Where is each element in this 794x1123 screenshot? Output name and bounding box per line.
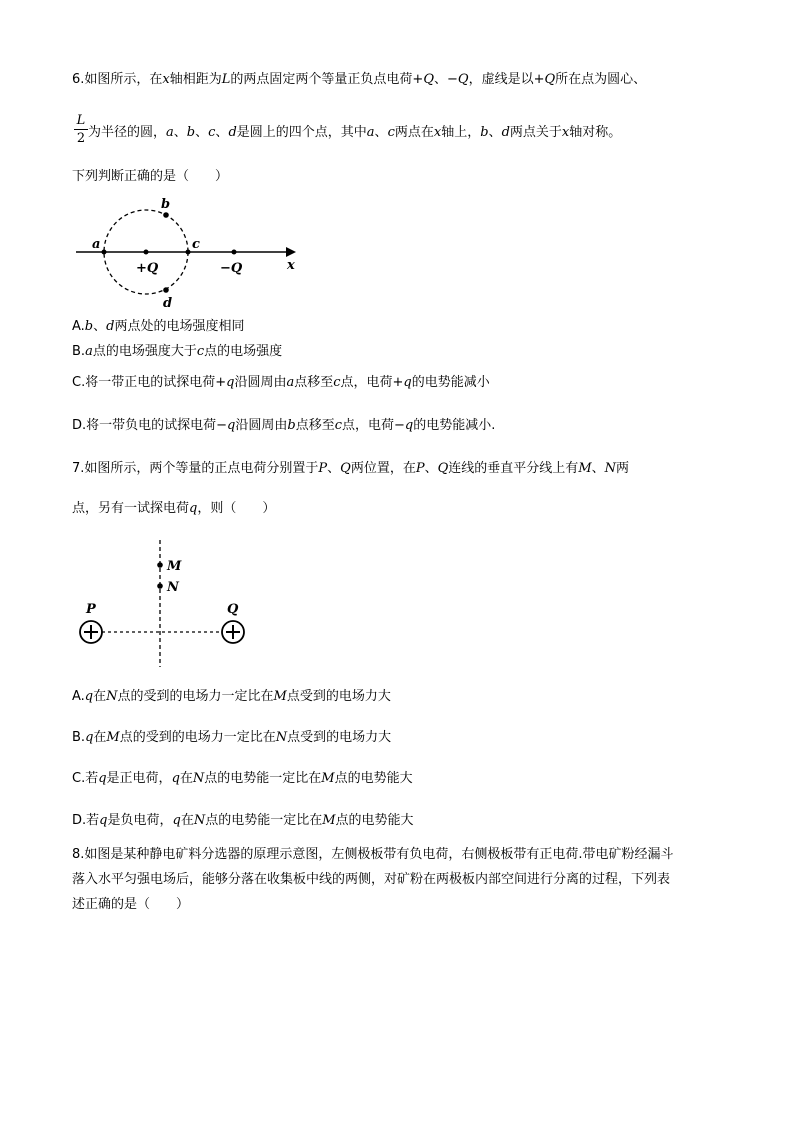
fraction-l-over-2: L 2 [74, 113, 88, 146]
q6-option-d: D.将一带负电的试探电荷−q沿圆周由b点移至c点，电荷−q的电势能减小. [72, 418, 496, 433]
q6-stem-line3: 下列判断正确的是（ ） [72, 169, 229, 184]
q7-stem-line2: 点，另有一试探电荷q，则（ ） [72, 501, 276, 516]
q8-stem-line3: 述正确的是（ ） [72, 897, 190, 912]
label-m: M [167, 559, 182, 574]
label-q: Q [227, 602, 239, 617]
q6-option-b: B.a点的电场强度大于c点的电场强度 [72, 344, 283, 359]
q7-figure-two-charges [72, 535, 262, 670]
q6-figure-dipole-circle [70, 190, 310, 315]
q8-stem-line1: 8.如图是某种静电矿料分选器的原理示意图，左侧极板带有负电荷，右侧极板带有正电荷.带电矿粉经漏斗 [72, 847, 674, 862]
label-d: d [163, 296, 173, 311]
label-a: a [92, 237, 101, 252]
q8-stem-line2: 落入水平匀强电场后，能够分落在收集板中线的两侧，对矿粉在两极板内部空间进行分离的过程，下列表 [72, 872, 671, 887]
label-c: c [192, 237, 200, 252]
label-minus-q: −Q [220, 261, 243, 276]
q6-option-a: A.b、d两点处的电场强度相同 [72, 319, 245, 334]
q7-option-d: D.若q是负电荷，q在N点的电势能一定比在M点的电势能大 [72, 813, 414, 828]
q6-stem-line1: 6.如图所示，在x轴相距为L的两点固定两个等量正负点电荷+Q、−Q，虚线是以+Q所在点为圆心、 [72, 72, 647, 87]
q7-option-a: A.q在N点的受到的电场力一定比在M点受到的电场力大 [72, 689, 391, 704]
label-b: b [161, 197, 171, 212]
label-n: N [167, 580, 179, 595]
label-x-axis: x [287, 258, 295, 273]
label-p: P [86, 602, 96, 617]
q7-stem-line1: 7.如图所示，两个等量的正点电荷分别置于P、Q两位置，在P、Q连线的垂直平分线上有M、N两 [72, 461, 630, 476]
label-plus-q: +Q [136, 261, 159, 276]
q7-option-b: B.q在M点的受到的电场力一定比在N点受到的电场力大 [72, 730, 392, 745]
q7-option-c: C.若q是正电荷，q在N点的电势能一定比在M点的电势能大 [72, 771, 413, 786]
q6-stem-line2: 为半径的圆，a、b、c、d是圆上的四个点，其中a、c两点在x轴上，b、d两点关于x轴对称。 [88, 125, 622, 140]
q6-option-c: C.将一带正电的试探电荷+q沿圆周由a点移至c点，电荷+q的电势能减小 [72, 375, 490, 390]
